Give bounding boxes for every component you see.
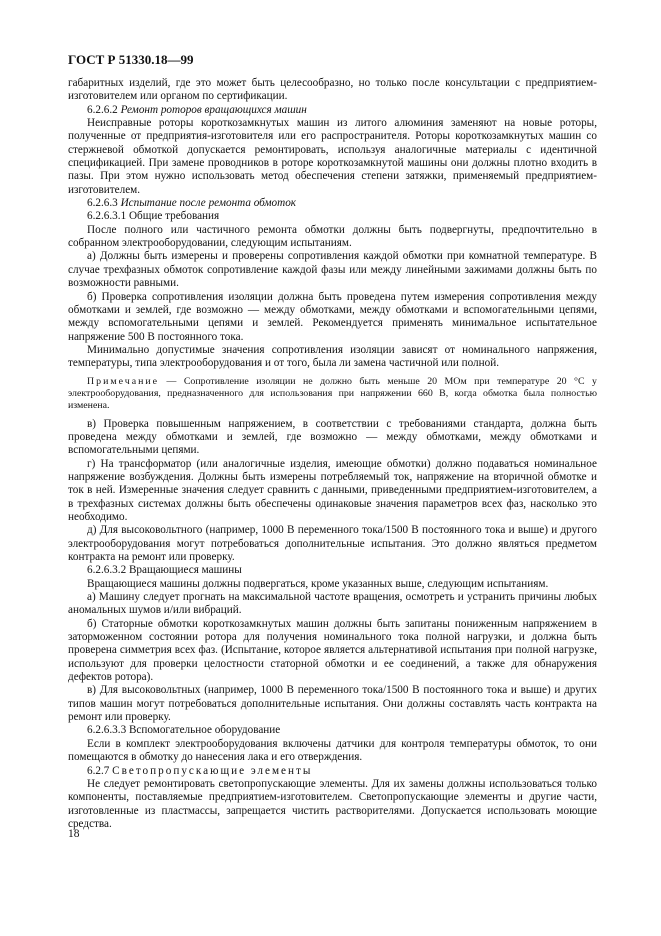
paragraph: габаритных изделий, где это может быть целесообразно, но только после консультации с предприятием-изготовителем или органом по сертификации. — [68, 77, 597, 103]
section-number: 6.2.6.2 — [87, 103, 118, 116]
paragraph — [68, 104, 597, 117]
paragraph: а) Машину следует прогнать на максимальной частоте вращения, осмотреть и устранить причины любых аномальных шумов и/или вибраций. — [68, 591, 597, 617]
paragraph: б) Статорные обмотки короткозамкнутых машин должны быть запитаны пониженным напряжением в заторможенном состоянии ротора для получения номинального тока полной нагрузки, и должна быть проверена симметрия всех фаз. (Испытание, которое является альтернативой испытания при полной нагрузке, используют для проверки целостности статорной обмотки и ее соединений, а также для обнаружения дефектов ротора). — [68, 617, 597, 684]
section-title: Светопропускающие элементы — [112, 764, 313, 777]
note-paragraph — [68, 376, 597, 412]
paragraph: 6.2.6.3.3 Вспомогательное оборудование — [87, 724, 281, 737]
section-title: Испытание после ремонта обмоток — [120, 197, 297, 210]
paragraph: Минимально допустимые значения сопротивления изоляции зависят от номинального напряжения, температуры, типа электрооборудования и от того, была ли замена частичной или полной. — [68, 343, 597, 370]
paragraph: Не следует ремонтировать светопропускающие элементы. Для их замены должны использоваться только компоненты, поставляемые предприятием-изготовителем. Светопропускающие элементы и другие части, изготовленные из пластмассы, запрещается чистить растворителями. Допускается использовать моющие средства. — [68, 777, 597, 830]
paragraph: Если в комплект электрооборудования включены датчики для контроля температуры обмоток, то они помещаются в обмотку до нанесения лака и его отверждения. — [68, 737, 597, 764]
paragraph: После полного или частичного ремонта обмотки должны быть подвергнуты, предпочтительно в собранном электрооборудовании, следующим испытаниям. — [68, 223, 597, 250]
paragraph: в) Для высоковольтных (например, 1000 В переменного тока/1500 В постоянного тока и выше) и других типов машин могут потребоваться дополнительные испытания. Они должны составлять часть контракта на ремонт или проверку. — [68, 684, 597, 724]
paragraph: 6.2.6.3.1 Общие требования — [87, 210, 220, 223]
document-header: ГОСТ Р 51330.18—99 — [68, 52, 194, 67]
paragraph: д) Для высоковольтного (например, 1000 В переменного тока/1500 В постоянного тока и выше) и другого электрооборудования могут потребоваться дополнительные испытания. Это должно являться предметом контракта на ремонт или проверку. — [68, 524, 597, 563]
page-number: 18 — [68, 828, 80, 840]
note-label: Примечание — [87, 375, 160, 387]
section-number: 6.2.7 — [87, 764, 110, 777]
document-body — [68, 77, 597, 831]
note-text: — Сопротивление изоляции не должно быть меньше 20 МОм при температуре 20 °С у электрооборудования, предназначенного для использования при напряжении 660 В, когда обмотка была полностью изменена. — [68, 375, 597, 411]
section-number: 6.2.6.3 — [87, 197, 118, 210]
paragraph: а) Должны быть измерены и проверены сопротивления каждой обмотки при комнатной температуре. В случае трехфазных обмоток сопротивление каждой фазы или между линейными зажимами должны быть по возможности равными. — [68, 250, 597, 290]
paragraph: в) Проверка повышенным напряжением, в соответствии с требованиями стандарта, должна быть проведена между обмотками и землей, где возможно — между обмотками, между обмотками и вспомогательными цепями. — [68, 417, 597, 457]
paragraph: 6.2.6.3.2 Вращающиеся машины — [87, 564, 242, 577]
section-title: Ремонт роторов вращающихся машин — [120, 103, 307, 116]
document-page — [68, 52, 597, 831]
paragraph: б) Проверка сопротивления изоляции должна быть проведена путем измерения сопротивления между обмотками и землей, где возможно — между обмотками, между обмотками и вспомогательными цепями, между вспомогательными цепями и землей. Рекомендуется применять минимальное испытательное напряжение 500 В постоянного тока. — [68, 290, 597, 343]
paragraph: г) На трансформатор (или аналогичные изделия, имеющие обмотки) должно подаваться номинальное напряжение возбуждения. Должны быть измерены потребляемый ток, напряжение на вторичной обмотке и ток в ней. Измеренные значения следует сравнить с данными, приведенными предприятием-изготовителем, а в трехфазных системах должны быть обеспечены одинаковые значения параметров всех фаз, насколько это необходимо. — [68, 457, 597, 523]
paragraph: Неисправные роторы короткозамкнутых машин из литого алюминия заменяют на новые роторы, полученные от предприятия-изготовителя или его распространителя. Роторы короткозамкнутых машин со стержневой обмоткой допускается ремонтировать, используя аналогичные материалы с идентичной спецификацией. При замене проводников в роторе короткозамкнутой машины они должны плотно входить в пазы. При этом нужно использовать метод обеспечения степени затяжки, применяемый предприятием-изготовителем. — [68, 117, 597, 196]
paragraph: Вращающиеся машины должны подвергаться, кроме указанных выше, следующим испытаниям. — [87, 577, 549, 590]
paragraph — [68, 765, 597, 778]
paragraph — [68, 197, 597, 210]
